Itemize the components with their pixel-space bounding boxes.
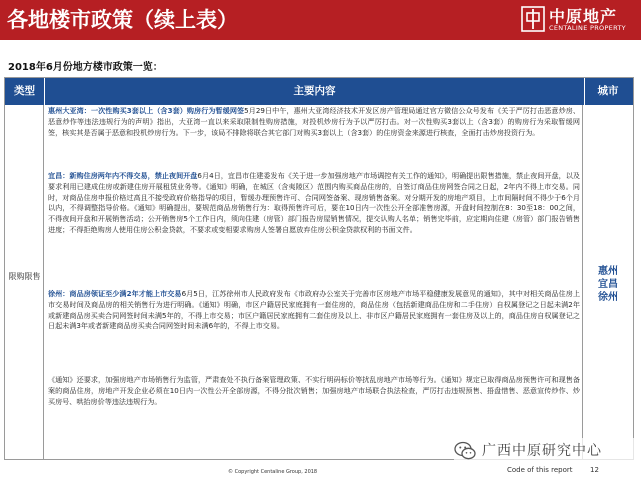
section-subtitle: 2018年6月份地方楼市政策一览： xyxy=(8,62,163,73)
type-cell xyxy=(5,105,44,459)
logo-english-text: CENTALINE PROPERTY xyxy=(549,24,626,32)
city-yichang: 宜昌 xyxy=(598,279,618,290)
city-list xyxy=(583,265,633,304)
policy-lead: 惠州大亚湾：一次性购买3套以上（含3套）购房行为暂缓网签 xyxy=(48,106,245,115)
policy-lead: 徐州：商品房领证至少满2年才能上市交易 xyxy=(48,289,182,298)
header-city: 城市 xyxy=(597,85,619,97)
policy-text: 5月29日中午，惠州大亚湾经济技术开发区房产管理局通过官方微信公众号发布《关于严厉打击恶意炒房、恶意炒作等违法违规行为的声明》指出，大亚湾一直以来采取限制性购房措施，对投机炒房行为予以严厉打击。对一次性购买3套以上（含3套）的购房行为采取暂缓网签，核实其是否属于恶意和投机炒房行为。下一步，该局不排除将联合其它部门对购买3套以上（含3套）的住房资金来源进行核查，全面打击炒房投资行为。 xyxy=(48,106,580,137)
policy-paragraph-xuzhou-continued xyxy=(48,375,580,429)
city-xuzhou: 徐州 xyxy=(598,292,618,303)
footer-copyright: © Copyright Centaline Group, 2018 xyxy=(228,469,318,475)
policy-paragraph-yichang xyxy=(48,171,580,289)
header-type: 类型 xyxy=(14,85,35,97)
footer-report-code: Code of this report xyxy=(507,466,573,474)
city-huizhou: 惠州 xyxy=(598,266,618,277)
type-label: 限购限售 xyxy=(8,272,41,281)
table-header-row xyxy=(5,78,633,105)
policy-paragraph-xuzhou xyxy=(48,289,580,375)
wechat-watermark xyxy=(454,438,636,464)
policy-paragraph-huizhou xyxy=(48,106,580,171)
policy-text: 《通知》还要求，加强房地产市场销售行为监管，严肃查处不执行备案管理政策、不实行明码标价等扰乱房地产市场等行为。《通知》规定已取得商品房预售许可和现售备案的商品住房，房地产开发企业必须在10日内一次性公开全部房源，不得分批次销售；加强房地产市场联合执法检查，严厉打击违规预售、捂盘惜售、恶意宣传炒作、炒买房号、哄抬房价等违法违规行为。 xyxy=(48,375,580,406)
wechat-icon xyxy=(454,441,476,461)
watermark-text: 广西中原研究中心 xyxy=(482,443,602,459)
centaline-logo-icon xyxy=(521,6,545,32)
page-title: 各地楼市政策（续上表） xyxy=(7,7,238,32)
main-content-cell xyxy=(44,105,583,459)
header-main-content: 主要内容 xyxy=(44,78,585,105)
footer-page-number: 12 xyxy=(590,466,599,474)
header-bar xyxy=(0,0,641,40)
logo-chinese-text: 中原地产 xyxy=(549,7,618,26)
policy-text: 6月4日，宜昌市住建委发布《关于进一步加强房地产市场调控有关工作的通知》，明确提出限售措施，禁止夜间开盘，以及要求利用已建成住房或新建住房开展租赁业务等。《通知》明确，在城区（含夷陵区）范围内购买商品住房的，自签订商品住房网签合同之日起，2年内不得上市交易。同时，对商品住房申报价格过高且不接受政府价格指导的项目，暂缓办理预售许可、合同网签备案、现房销售备案。对分期开发的房地产项目，上市间隔时间不得少于6个月以内，不得调整指导价格。《通知》明确提出，要规范商品房销售行为：取得预售许可后，要在10日内一次性公开全部准售房源，开盘时间控制在8：30至18：00之间，不得夜间开盘和开展销售活动；公开销售房5个工作日内，须向住建（房管）部门报告房屋销售情况，提交认购人名单；销售完毕前，应定期向住建（房管）部门报告销售进度；不得拒绝购房人使用住房公积金贷款，不要求或变相要求购房人签署自愿放弃住房公积金贷款权利的书面文件。 xyxy=(48,171,580,234)
policy-table xyxy=(4,77,634,460)
centaline-logo xyxy=(521,4,635,36)
policy-text: 6月5日，江苏徐州市人民政府发布《市政府办公室关于完善市区房地产市场平稳健康发展意见的通知》，其中对相关商品住房上市交易时间及商品房的相关销售行为进行明确。《通知》明确，市区户籍居民家庭拥有一套住房的，商品住房（包括新建商品住房和二手住房）自权属登记之日起未满2年或新建商品房买卖合同网签时间未满5年的，不得上市交易；市区户籍居民家庭拥有二套住房及以上、非市区户籍居民家庭拥有一套住房及以上的，商品住房自权属登记之日起未满3年或者新建商品房买卖合同网签时间未满6年的，不得上市交易。 xyxy=(48,289,580,331)
policy-lead: 宜昌：新购住房两年内不得交易，禁止夜间开盘 xyxy=(48,171,198,180)
city-cell xyxy=(583,105,633,459)
